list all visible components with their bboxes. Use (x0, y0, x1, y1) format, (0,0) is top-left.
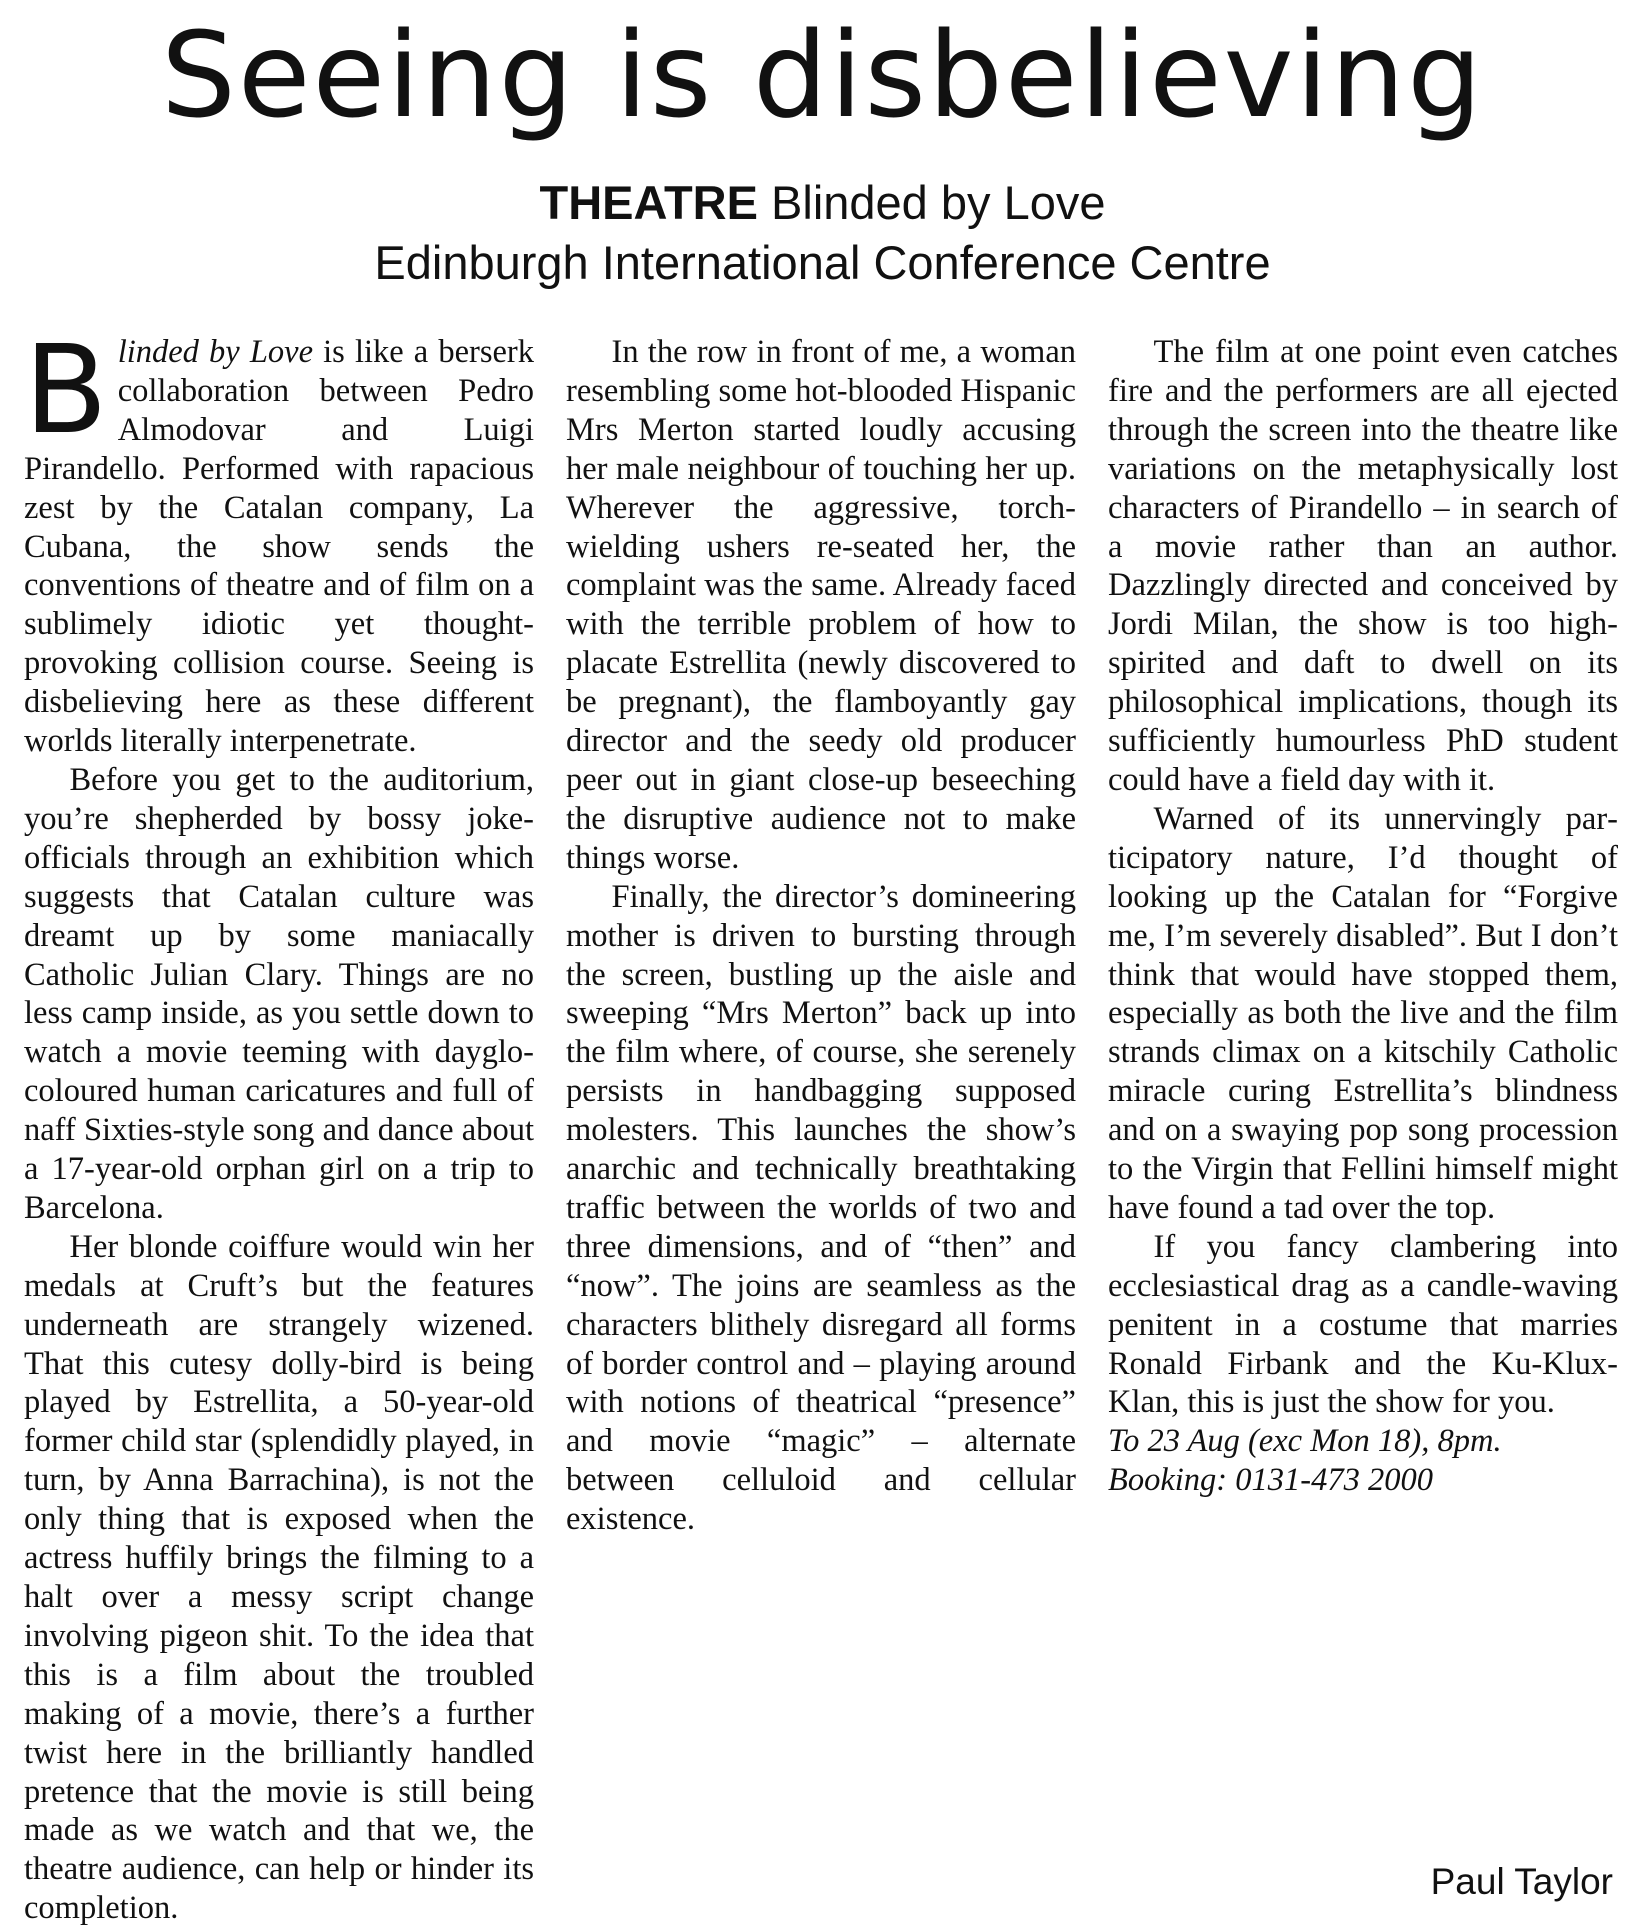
drop-cap: B (24, 319, 108, 461)
venue-line: Edinburgh International Conference Centre (374, 236, 1271, 289)
paragraph-3: Her blonde coiffure would win her medals at Cruft’s but the features underneath are strangely wizened. That this cutesy dolly-bird is being played by Estrellita, a 50-year-old former child star (splendidly played, in turn, by Anna Barrachina), is not the only thing that is exposed when the actress huffily brings the filming to a halt over a messy script change involving pigeon shit. To the idea that this is a film about the troubled making of a movie, there’s a further twist here in the brilliantly handled pretence that the movie is still being made as we watch and that we, the theatre audience, can help or hinder its completion. (24, 1228, 534, 1927)
article-column-3 (1108, 333, 1618, 1500)
listing-dates: To 23 Aug (exc Mon 18), 8pm. (1108, 1423, 1502, 1460)
paragraph-1 (24, 319, 534, 761)
listing-booking: Booking: 0131-473 2000 (1108, 1462, 1433, 1499)
show-title: Blinded by Love (771, 176, 1106, 229)
paragraph-7: Warned of its unnervingly participatory nature, I’d thought of looking up the Catalan for “Forgive me, I’m severely disabled”. But I don’t think that would have stopped them, especially as both the live and the film strands climax on a kitschily Catholic miracle curing Estrellita’s blindness and on a swaying pop song procession to the Virgin that Fellini himself might have found a tad over the top. (1108, 800, 1618, 1226)
paragraph-2: Before you get to the auditorium, you’re shepherded by bossy joke-officials through an exhibition which suggests that Catalan culture was dreamt up by some maniacally Catholic Julian Clary. Things are no less camp inside, as you settle down to watch a movie teeming with dayglo-coloured human caricatures and full of naff Sixties-style song and dance about a 17-year-old orphan girl on a trip to Barcelona. (24, 761, 534, 1226)
section-label: THEATRE (539, 176, 758, 229)
headline: Seeing is disbelieving (161, 6, 1484, 144)
paragraph-4: In the row in front of me, a woman resembling some hot-blooded Hispanic Mrs Merton started loudly accusing her male neighbour of touching her up. Wherever the aggressive, torch-wielding ushers re-seated her, the complaint was the same. Already faced with the terrible problem of how to placate Estrellita (newly discovered to be pregnant), the flamboyantly gay director and the seedy old producer peer out in giant close-up beseeching the disruptive audience not to make things worse. (566, 334, 1076, 876)
subheading (0, 175, 1645, 231)
show-title-inline: linded by Love (117, 334, 314, 370)
article-column-2 (566, 333, 1076, 1539)
article-column-1 (24, 319, 534, 1928)
paragraph-1-text: is like a berserk collaboration between Pedro Almodovar and Luigi Pirandello. Performed with rapacious zest by the Catalan company, La Cubana, the show sends the conventions of theatre and of film on a sublimely idiotic yet thought-provoking collision course. Seeing is disbelieving here as these different worlds literally interpenetrate. (24, 334, 534, 760)
byline: Paul Taylor (1430, 1861, 1613, 1902)
paragraph-5: Finally, the director’s domineering mother is driven to bursting through the screen, bustling up the aisle and sweeping “Mrs Merton” back up into the film where, of course, she serenely persists in handbagging supposed molesters. This launches the show’s anarchic and technically breathtaking traffic between the worlds of two and three dimensions, and of “then” and “now”. The joins are seamless as the characters blithely disregard all forms of border control and – playing around with notions of theatrical “presence” and movie “magic” – alternate between celluloid and cellular existence. (566, 878, 1076, 1538)
paragraph-6: The film at one point even catches fire and the performers are all ejected through the screen into the theatre like variations on the metaphysically lost characters of Pirandello – in search of a movie rather than an author. Dazzlingly directed and conceived by Jordi Milan, the show is too high-spirited and daft to dwell on its philosophical implications, though its sufficiently humourless PhD student could have a field day with it. (1108, 334, 1618, 798)
paragraph-8: If you fancy clambering into ecclesiastical drag as a candle-waving penitent in a costume that marries Ronald Firbank and the Ku-Klux-Klan, this is just the show for you. (1108, 1228, 1618, 1421)
